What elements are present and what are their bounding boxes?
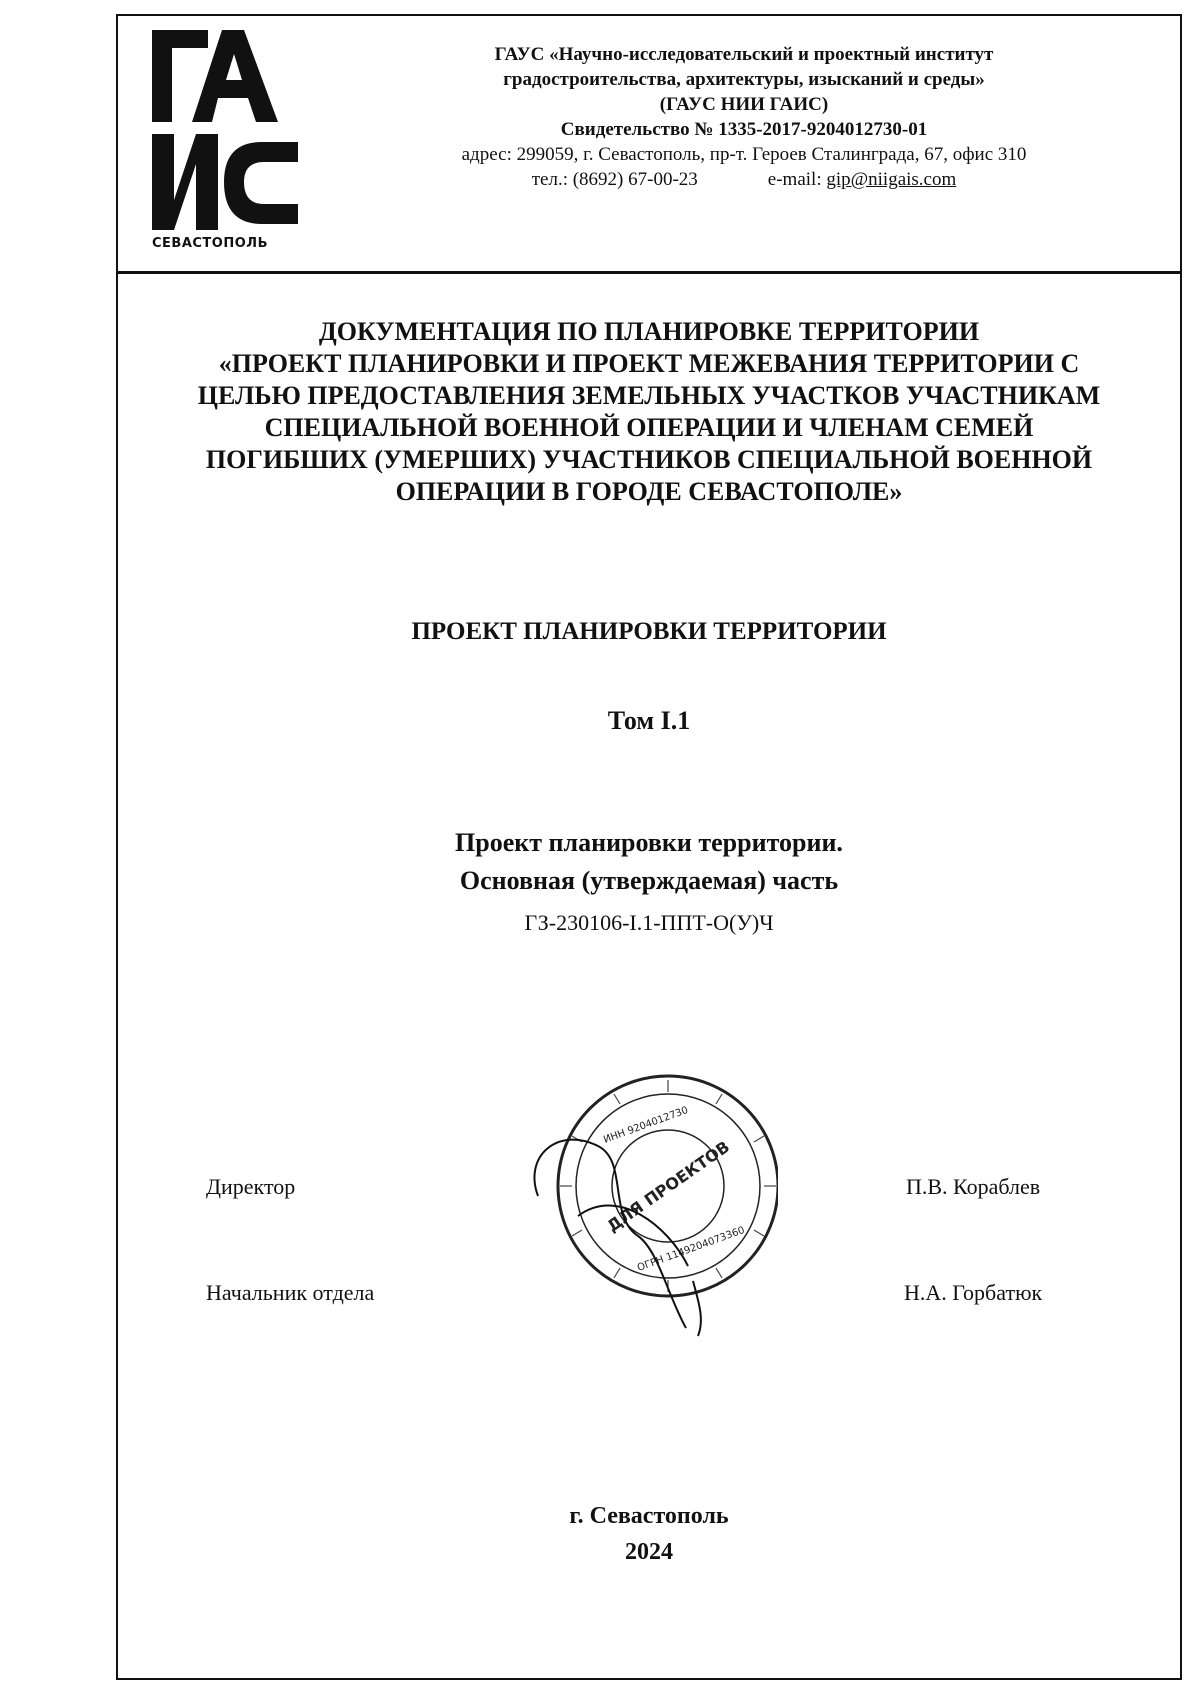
title-line: «ПРОЕКТ ПЛАНИРОВКИ И ПРОЕКТ МЕЖЕВАНИЯ ТЕРРИТОРИИ С [218, 349, 1080, 378]
stamp-inn: ИНН 9204012730 [602, 1104, 690, 1146]
certificate-number: Свидетельство № 1335-2017-9204012730-01 [560, 119, 928, 140]
city: г. Севастополь [569, 1503, 729, 1529]
part-title-line2: Основная (утверждаемая) часть [459, 866, 839, 895]
company-logo [152, 30, 298, 260]
header [118, 16, 1180, 274]
org-name-line1: ГАУС «Научно-исследовательский и проектный институт [494, 44, 994, 65]
head-of-department-role: Начальник отдела [206, 1280, 375, 1305]
contacts-row [338, 167, 1150, 192]
address: адрес: 299059, г. Севастополь, пр-т. Героев Сталинграда, 67, офис 310 [461, 144, 1027, 165]
title-line: ДОКУМЕНТАЦИЯ ПО ПЛАНИРОВКЕ ТЕРРИТОРИИ [318, 317, 980, 346]
organization-info [338, 42, 1150, 192]
title-line: ЦЕЛЬЮ ПРЕДОСТАВЛЕНИЯ ЗЕМЕЛЬНЫХ УЧАСТКОВ УЧАСТНИКАМ [197, 381, 1101, 410]
logo-caption: СЕВАСТОПОЛЬ [152, 236, 268, 251]
head-of-department-name: Н.А. Горбатюк [904, 1280, 1043, 1305]
title-line: ПОГИБШИХ (УМЕРШИХ) УЧАСТНИКОВ СПЕЦИАЛЬНОЙ ВОЕННОЙ [205, 445, 1093, 474]
year: 2024 [625, 1539, 673, 1565]
document-title [118, 316, 1180, 508]
org-name-line2: градостроительства, архитектуры, изысканий и среды» [503, 69, 985, 90]
stamp-ogrn: ОГРН 1149204073360 [635, 1224, 747, 1274]
email-label: e-mail: [767, 169, 822, 190]
phone: тел.: (8692) 67-00-23 [531, 169, 698, 190]
email-block [768, 167, 956, 192]
director-role: Директор [206, 1174, 296, 1199]
title-page-frame [116, 14, 1182, 1680]
org-short-name: (ГАУС НИИ ГАИС) [659, 94, 829, 115]
stamp-center-text: ДЛЯ ПРОЕКТОВ [603, 1137, 734, 1236]
document-code: ГЗ-230106-I.1-ППТ-О(У)Ч [524, 910, 774, 935]
email-link[interactable]: gip@niigais.com [826, 169, 957, 190]
section-title: ПРОЕКТ ПЛАНИРОВКИ ТЕРРИТОРИИ [411, 618, 887, 645]
part-title-line1: Проект планировки территории. [455, 828, 843, 857]
place-and-year [118, 1498, 1180, 1570]
logo-mark-icon [152, 30, 298, 230]
part-title [118, 824, 1180, 900]
volume-number: Том I.1 [607, 706, 691, 735]
director-name: П.В. Кораблев [906, 1174, 1041, 1199]
title-line: СПЕЦИАЛЬНОЙ ВОЕННОЙ ОПЕРАЦИИ И ЧЛЕНАМ СЕМЕЙ [264, 413, 1034, 442]
official-stamp [518, 1066, 778, 1346]
title-line: ОПЕРАЦИИ В ГОРОДЕ СЕВАСТОПОЛЕ» [395, 477, 903, 506]
stamp-seal-icon [518, 1066, 778, 1346]
